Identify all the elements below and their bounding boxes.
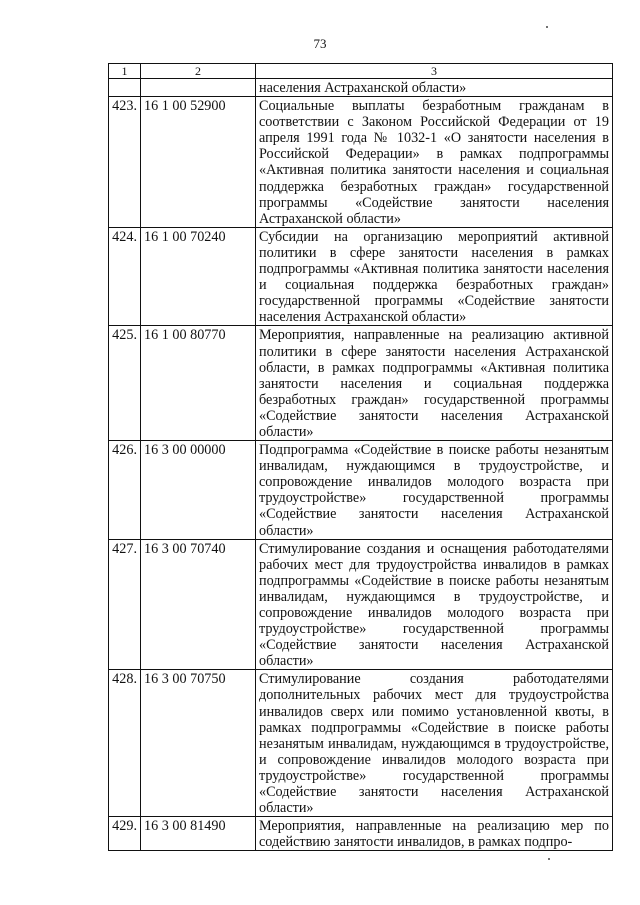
- row-code: [141, 79, 256, 97]
- page-number: 73: [313, 36, 327, 51]
- row-number: [109, 79, 141, 97]
- table-row: [109, 670, 613, 817]
- budget-classification-table: [108, 63, 613, 851]
- row-number: 429.: [109, 817, 141, 851]
- row-description: Мероприятия, направленные на реализацию мер по содействию занятости инвалидов, в рамках подпро-: [256, 817, 613, 851]
- row-code: 16 3 00 00000: [141, 441, 256, 540]
- row-code: 16 1 00 52900: [141, 97, 256, 228]
- table-row: [109, 97, 613, 228]
- table-row: [109, 539, 613, 670]
- row-code: 16 3 00 70740: [141, 539, 256, 670]
- scan-speck: [546, 26, 548, 28]
- table-row: [109, 326, 613, 441]
- row-code: 16 1 00 70240: [141, 227, 256, 326]
- row-description: Мероприятия, направленные на реализацию активной политики в сфере занятости населения Астраханской области, в рамках подпрограммы «Активная политика занятости населения и социальная поддержка безработных граждан» государственной программы «Содействие занятости населения Астраханской области»: [256, 326, 613, 441]
- row-description: Субсидии на организацию мероприятий активной политики в сфере занятости населения в рамках подпрограммы «Активная политика занятости населения и социальная поддержка безработных граждан» государственной программы «Содействие занятости населения Астраханской области»: [256, 227, 613, 326]
- row-code: 16 3 00 81490: [141, 817, 256, 851]
- table-row: [109, 441, 613, 540]
- row-number: 423.: [109, 97, 141, 228]
- row-number: 426.: [109, 441, 141, 540]
- header-col-3: 3: [256, 64, 613, 79]
- table-row: [109, 227, 613, 326]
- row-number: 427.: [109, 539, 141, 670]
- row-description: населения Астраханской области»: [256, 79, 613, 97]
- row-number: 424.: [109, 227, 141, 326]
- header-col-2: 2: [141, 64, 256, 79]
- row-number: 425.: [109, 326, 141, 441]
- row-code: 16 1 00 80770: [141, 326, 256, 441]
- scan-speck: [548, 858, 550, 860]
- row-description: Стимулирование создания и оснащения работодателями рабочих мест для трудоустройства инвалидов в рамках подпрограммы «Содействие в поиске работы незанятым инвалидам, нуждающимся в трудоустройстве, и сопровождение инвалидов молодого возраста при трудоустройстве» государственной программы «Содействие занятости населения Астраханской области»: [256, 539, 613, 670]
- row-description: Социальные выплаты безработным гражданам в соответствии с Законом Российской Федерации от 19 апреля 1991 года № 1032-1 «О занятости населения в Российской Федерации» в рамках подпрограммы «Активная политика занятости населения и социальная поддержка безработных граждан» государственной программы «Содействие занятости населения Астраханской области»: [256, 97, 613, 228]
- table-row: [109, 817, 613, 851]
- row-description: Стимулирование создания работодателями дополнительных рабочих мест для трудоустройства инвалидов сверх или помимо установленной квоты, в рамках подпрограммы «Содействие в поиске работы незанятым инвалидам, нуждающимся в трудоустройстве, и сопровождение инвалидов молодого возраста при трудоустройстве» государственной программы «Содействие занятости населения Астраханской области»: [256, 670, 613, 817]
- row-number: 428.: [109, 670, 141, 817]
- table-row-continuation: [109, 79, 613, 97]
- table-header-row: [109, 64, 613, 79]
- row-code: 16 3 00 70750: [141, 670, 256, 817]
- header-col-1: 1: [109, 64, 141, 79]
- row-description: Подпрограмма «Содействие в поиске работы незанятым инвалидам, нуждающимся в трудоустройстве, и сопровождение инвалидов молодого возраста при трудоустройстве» государственной программы «Содействие занятости населения Астраханской области»: [256, 441, 613, 540]
